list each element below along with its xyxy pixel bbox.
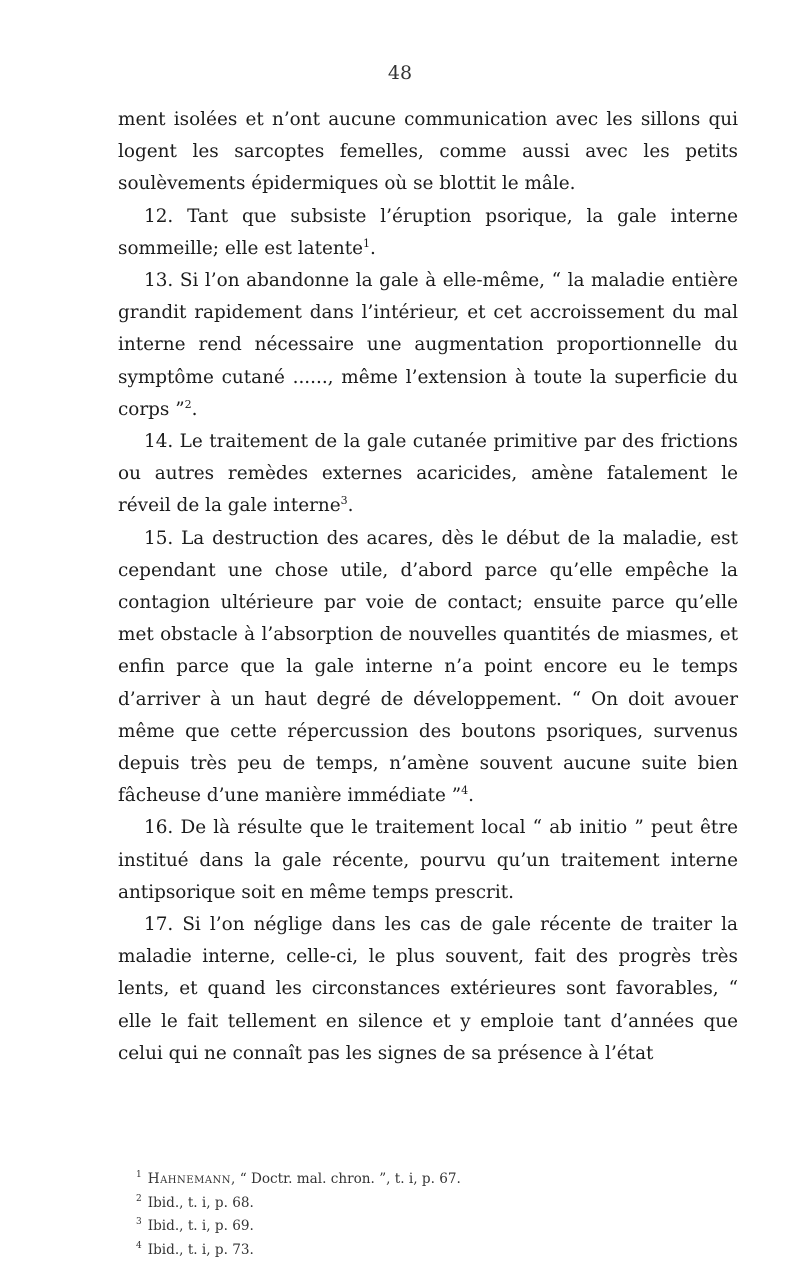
continuation-paragraph: ment isolées et n’ont aucune communication avec les sillons qui logent les sarcoptes femelles, comme aussi avec les petits soulèvements épidermiques où se blottit le mâle. — [118, 109, 738, 195]
footnote-4: $^4$ Ibid., t. i, p. 73. — [136, 1240, 254, 1258]
paragraph-15: 15. La destruction des acares, dès le début de la maladie, est cependant une chose utile, d’abord parce qu’elle empêche la contagion ultérieure par voie de contact; ensuite parce qu’elle met obstacle à l’absorption de nouvelles quantités de miasmes, et enfin parce que la gale interne n’a point encore eu le temps d’arriver à un haut degré de développement. “ On doit avouer même que cette répercussion des boutons psoriques, survenus depuis très peu de temps, n’amène souvent aucune suite bien fâcheuse d’une manière immédiate ”$^4$. — [118, 527, 738, 807]
body-text — [118, 104, 738, 1070]
footnote-2: $^2$ Ibid., t. i, p. 68. — [136, 1193, 254, 1211]
paragraph-13: 13. Si l’on abandonne la gale à elle-même, “ la maladie entière grandit rapidement dans l’intérieur, et cet accroissement du mal interne rend nécessaire une augmentation proportionnelle du symptôme cutané ......, même l’extension à toute la superficie du corps ”$^2$. — [118, 270, 738, 420]
footnote-ref-4: 4 — [461, 784, 469, 798]
footnote-ref-2: 2 — [184, 397, 192, 411]
paragraph-14: 14. Le traitement de la gale cutanée primitive par des frictions ou autres remèdes externes acaricides, amène fatalement le réveil de la gale interne$^3$. — [118, 431, 738, 517]
paragraph-15-text: 15. La destruction des acares, dès le début de la maladie, est cependant une chose utile, d’abord parce qu’elle empêche la contagion ultérieure par voie de contact; ensuite parce qu’elle met obstacle à l’absorption de nouvelles quantités de miasmes, et enfin parce que la gale interne n’a point encore eu le temps d’arriver à un haut degré de développement. “ On doit avouer même que cette répercussion des boutons psoriques, survenus depuis très peu de temps, n’amène souvent aucune suite bien fâcheuse d’une manière immédiate ” — [118, 527, 738, 807]
footnote-ref-3: 3 — [340, 494, 348, 508]
paragraph-17 — [118, 909, 738, 1070]
paragraph-16-text: 16. De là résulte que le traitement local “ ab initio ” peut être institué dans la gale récente, pourvu qu’un traitement interne antipsorique soit en même temps prescrit. — [118, 817, 738, 903]
footnote-3: $^3$ Ibid., t. i, p. 69. — [136, 1217, 254, 1234]
paragraph-13-text: 13. Si l’on abandonne la gale à elle-même, “ la maladie entière grandit rapidement dans l’intérieur, et cet accroissement du mal interne rend nécessaire une augmentation proportionnelle du symptôme cutané ......, même l’extension à toute la superficie du corps ” — [118, 270, 738, 420]
paragraph-12: 12. Tant que subsiste l’éruption psorique, la gale interne sommeille; elle est latente$^1$. — [118, 205, 738, 259]
paragraph-14-text: 14. Le traitement de la gale cutanée primitive par des frictions ou autres remèdes externes acaricides, amène fatalement le réveil de la gale interne — [118, 431, 738, 517]
footnotes — [136, 1168, 736, 1262]
paragraph-16 — [118, 812, 738, 909]
paragraph-17-text: 17. Si l’on néglige dans les cas de gale récente de traiter la maladie interne, celle-ci, le plus souvent, fait des progrès très lents, et quand les circonstances extérieures sont favorables, “ elle le fait tellement en silence et y emploie tant d’années que celui qui ne connaît pas les signes de sa présence à l’état — [118, 914, 738, 1064]
paragraph-12-text: 12. Tant que subsiste l’éruption psorique, la gale interne sommeille; elle est latente — [118, 205, 738, 259]
footnote-ref-1: 1 — [363, 236, 371, 250]
page-number: 48 — [387, 62, 413, 84]
footnote-1: $^1$ Hahnemann, “ Doctr. mal. chron. ”, t. i, p. 67. — [136, 1170, 461, 1187]
footnote-1-author: Hahnemann — [147, 1171, 232, 1187]
